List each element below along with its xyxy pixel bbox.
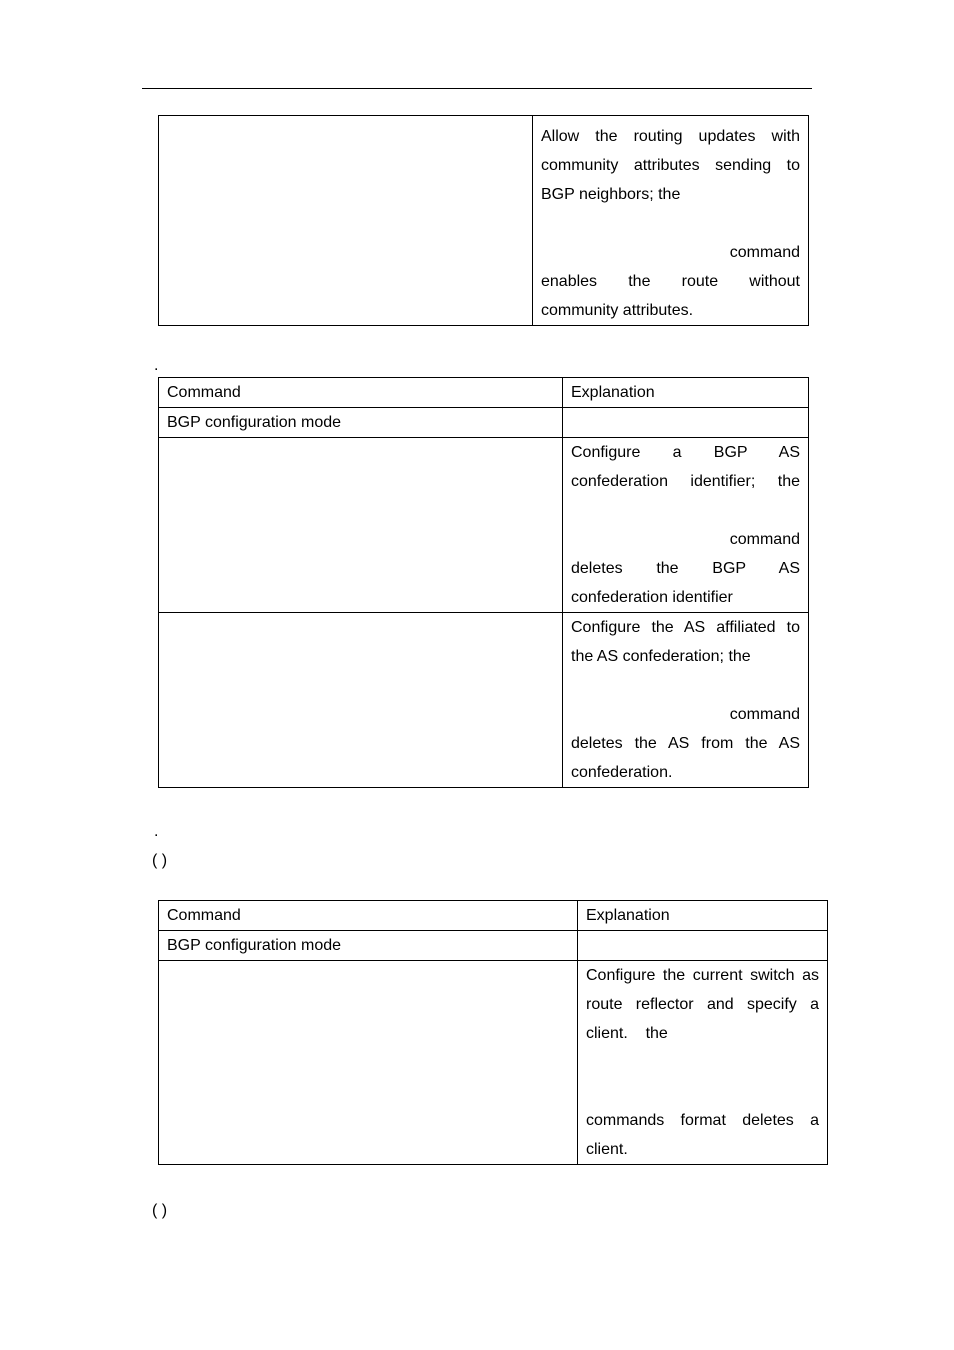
header-explanation: Explanation <box>563 378 809 408</box>
header-command: Command <box>159 378 563 408</box>
explanation-line: the AS confederation; the <box>571 648 751 665</box>
explanation-line: client. <box>586 1141 628 1158</box>
table-header-row <box>159 901 828 931</box>
table-row <box>159 438 809 613</box>
table-row <box>159 931 828 961</box>
command-cell <box>159 438 563 613</box>
header-command: Command <box>159 901 578 931</box>
explanation-line: Configure the current switch as <box>586 967 819 984</box>
explanation-line: Configure the AS affiliated to <box>571 619 800 636</box>
table-header-row <box>159 378 809 408</box>
mode-cell: BGP configuration mode <box>159 931 578 961</box>
command-cell <box>159 961 578 1165</box>
mode-cell: BGP configuration mode <box>159 408 563 438</box>
explanation-cell <box>563 613 809 788</box>
explanation-line: confederation identifier <box>571 589 733 606</box>
explanation-line: command <box>729 531 800 548</box>
explanation-line: deletes the BGP AS <box>571 560 800 577</box>
explanation-line: confederation. <box>571 764 673 781</box>
empty-cell <box>578 931 828 961</box>
empty-cell <box>563 408 809 438</box>
explanation-line: command <box>729 706 800 723</box>
table-row <box>159 961 828 1165</box>
explanation-cell <box>563 438 809 613</box>
explanation-line: command <box>729 244 800 261</box>
explanation-line: Configure a BGP AS <box>571 444 800 461</box>
explanation-line: Allow the routing updates with <box>541 128 800 145</box>
table-confederation <box>158 377 809 788</box>
explanation-line: confederation identifier; the <box>571 473 800 490</box>
explanation-line: community attributes sending to <box>541 157 800 174</box>
explanation-line: deletes the AS from the AS <box>571 735 800 752</box>
section-parenthesis: ( ) <box>152 1202 168 1219</box>
explanation-cell <box>533 116 809 326</box>
explanation-line: enables the route without <box>541 273 800 290</box>
table-community <box>158 115 809 326</box>
table-row <box>159 408 809 438</box>
header-rule <box>142 88 812 89</box>
table-route-reflector <box>158 900 828 1165</box>
section-dot: . <box>154 357 159 374</box>
section-parenthesis: ( ) <box>152 852 168 869</box>
section-dot: . <box>154 823 159 840</box>
command-cell <box>159 116 533 326</box>
explanation-cell <box>578 961 828 1165</box>
explanation-line: route reflector and specify a <box>586 996 819 1013</box>
explanation-line: commands format deletes a <box>586 1112 819 1129</box>
header-explanation: Explanation <box>578 901 828 931</box>
command-cell <box>159 613 563 788</box>
explanation-line: community attributes. <box>541 302 694 319</box>
table-row <box>159 613 809 788</box>
explanation-line: client. the <box>586 1025 668 1042</box>
table-row <box>159 116 809 326</box>
explanation-line: BGP neighbors; the <box>541 186 681 203</box>
